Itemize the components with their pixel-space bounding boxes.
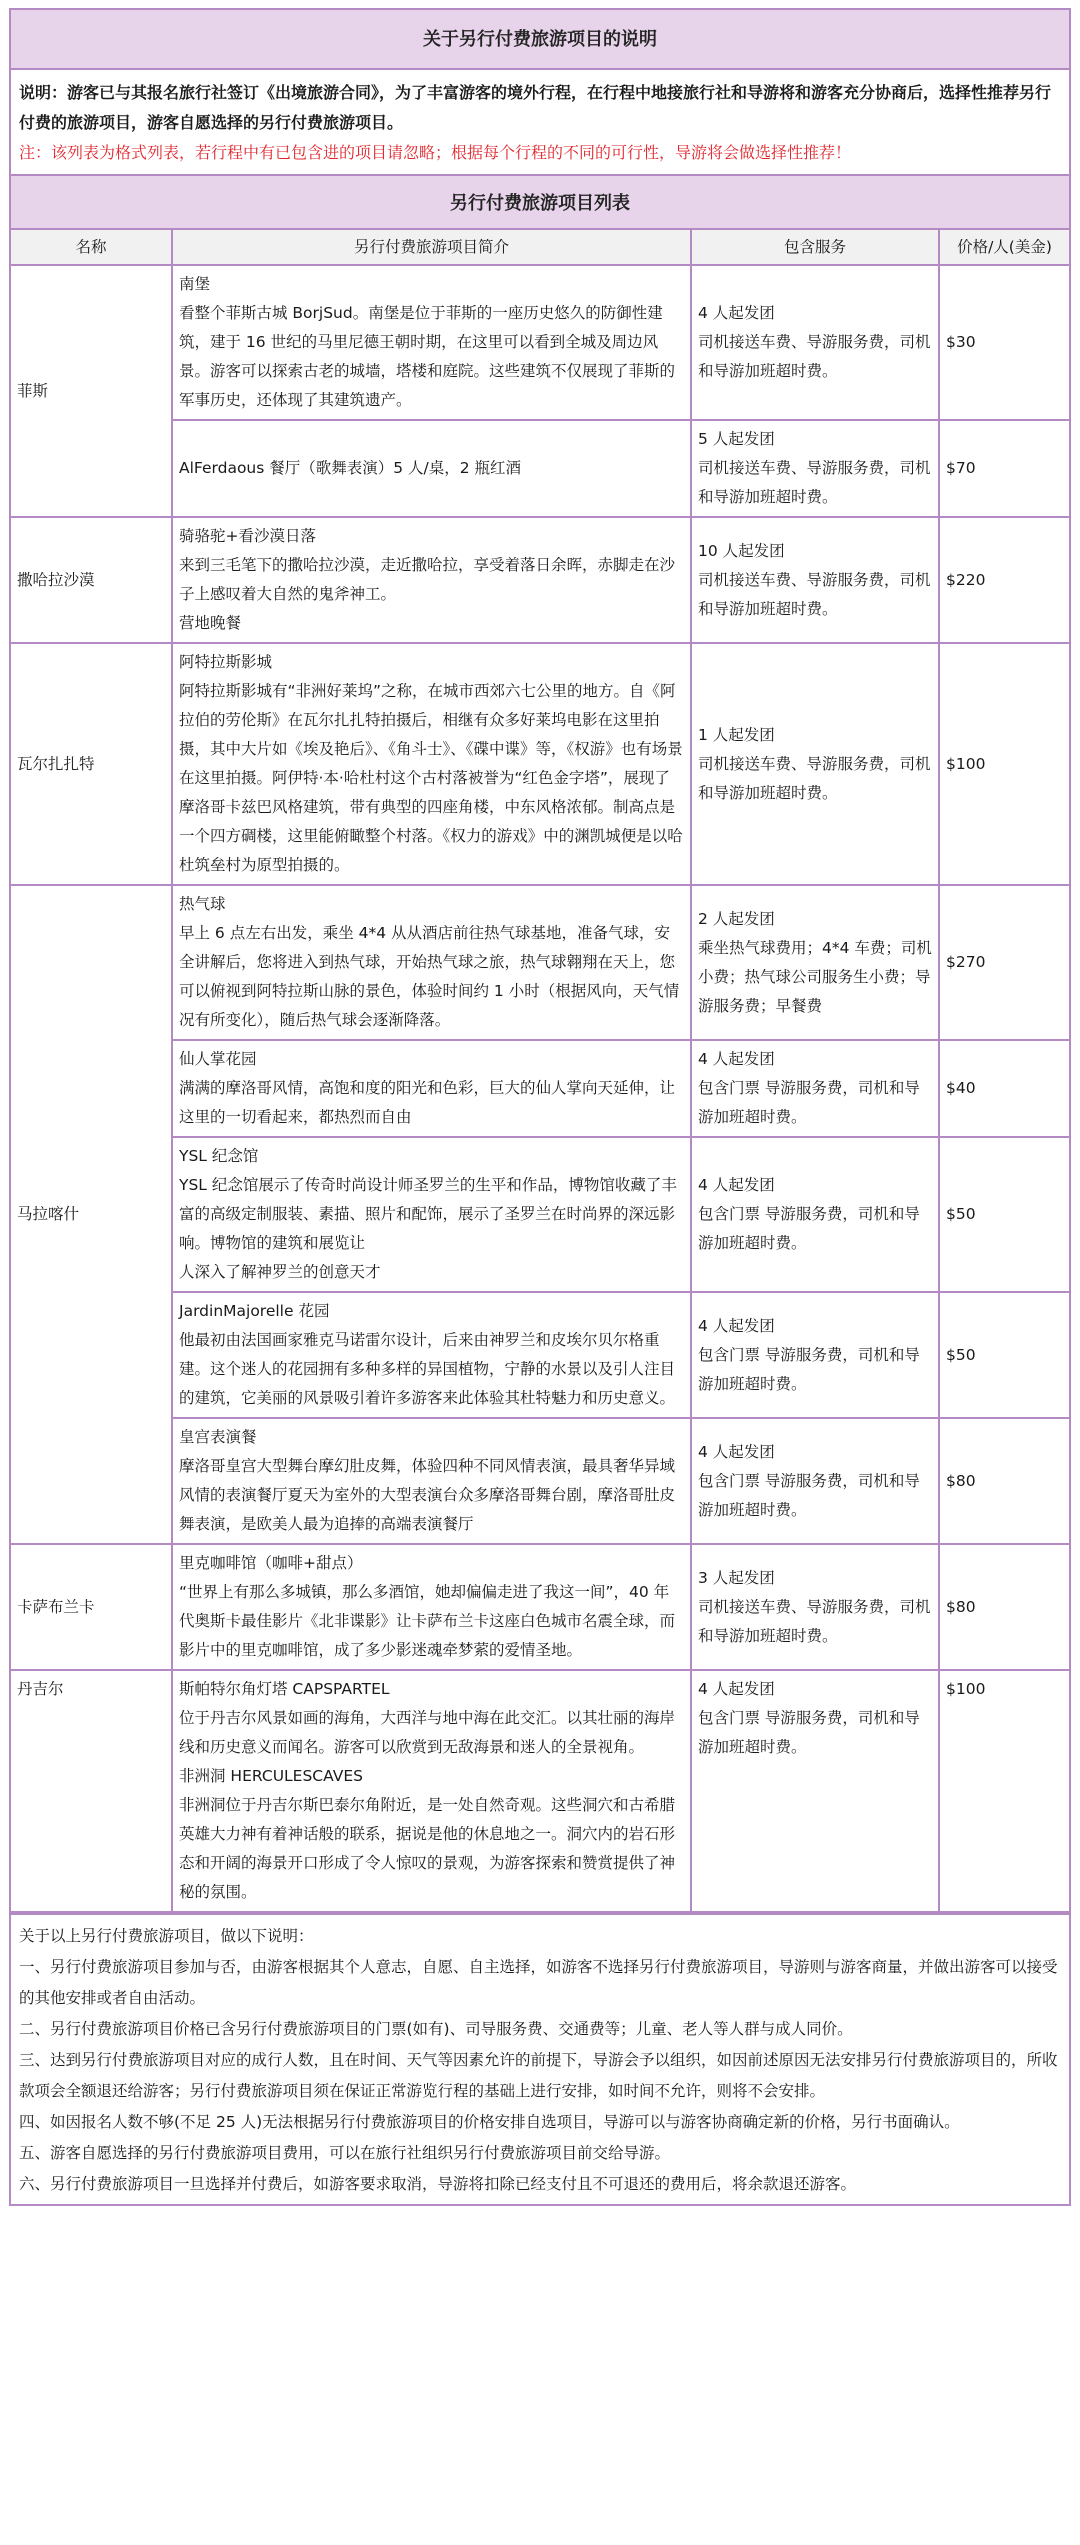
destination-name: 菲斯 (11, 265, 172, 517)
service-min-group: 10 人起发团 (698, 541, 785, 560)
project-description: 早上 6 点左右出发，乘坐 4*4 从从酒店前往热气球基地，准备气球，安全讲解后，您将进入到热气球，开始热气球之旅，热气球翱翔在天上，您可以俯视到阿特拉斯山脉的景色，体验时间约 1 小时（根据风向，天气情况有所变化），随后热气球会逐渐降落。 (179, 924, 680, 1029)
project-description: “世界上有那么多城镇，那么多酒馆，她却偏偏走进了我这一间”，40 年代奥斯卡最佳影片《北非谍影》让卡萨布兰卡这座白色城市名震全球，而影片中的里克咖啡馆，成了多少影迷魂牵梦萦的爱情圣地。 (179, 1583, 676, 1659)
price-cell: $40 (939, 1040, 1069, 1137)
list-title: 另行付费旅游项目列表 (11, 174, 1069, 230)
project-intro (172, 885, 691, 1040)
destination-name: 丹吉尔 (11, 1670, 172, 1912)
table-row (11, 1670, 1069, 1912)
project-intro (172, 265, 691, 420)
project-title: 骑骆驼+看沙漠日落 (179, 527, 316, 545)
project-title: 南堡 (179, 275, 211, 293)
notes-heading: 关于以上另行付费旅游项目，做以下说明： (19, 1927, 314, 1945)
project-intro (172, 420, 691, 517)
table-row (11, 643, 1069, 885)
intro-section (11, 70, 1069, 174)
intro-description: 说明：游客已与其报名旅行社签订《出境旅游合同》，为了丰富游客的境外行程，在行程中地接旅行社和导游将和游客充分协商后，选择性推荐另行付费的旅游项目，游客自愿选择的另行付费旅游项目。 (19, 83, 1052, 132)
project-description: 阿特拉斯影城有“非洲好莱坞”之称，在城市西郊六七公里的地方。自《阿拉伯的劳伦斯》在瓦尔扎扎特拍摄后，相继有众多好莱坞电影在这里拍摄，其中大片如《埃及艳后》、《角斗士》、《碟中谍》等，《权游》也有场景在这里拍摄。阿伊特·本·哈杜村这个古村落被誉为“红色金字塔”，展现了摩洛哥卡兹巴风格建筑，带有典型的四座角楼，中东风格浓郁。制高点是一个四方碉楼，这里能俯瞰整个村落。《权力的游戏》中的渊凯城便是以哈杜筑垒村为原型拍摄的。 (179, 682, 683, 874)
service-details: 包含门票 导游服务费，司机和导游加班超时费。 (698, 1471, 920, 1519)
service-cell (691, 517, 939, 643)
price-cell: $50 (939, 1137, 1069, 1292)
service-details: 包含门票 导游服务费，司机和导游加班超时费。 (698, 1345, 920, 1393)
column-header-intro: 另行付费旅游项目简介 (172, 230, 691, 265)
price-cell: $50 (939, 1292, 1069, 1418)
service-min-group: 2 人起发团 (698, 909, 775, 928)
service-min-group: 4 人起发团 (698, 1680, 775, 1698)
project-title: 阿特拉斯影城 (179, 653, 273, 671)
price-cell: $100 (939, 1670, 1069, 1912)
service-details: 乘坐热气球费用；4*4 车费；司机小费；热气球公司服务生小费；导游服务费；早餐费 (698, 938, 932, 1015)
service-details: 包含门票 导游服务费，司机和导游加班超时费。 (698, 1709, 920, 1756)
project-intro (172, 643, 691, 885)
project-extra: 营地晚餐 (179, 614, 242, 632)
page-title: 关于另行付费旅游项目的说明 (11, 10, 1069, 70)
service-details: 包含门票 导游服务费，司机和导游加班超时费。 (698, 1205, 920, 1252)
service-details: 司机接送车费、导游服务费，司机和导游加班超时费。 (698, 459, 931, 506)
service-min-group: 4 人起发团 (698, 1442, 775, 1461)
price-cell: $70 (939, 420, 1069, 517)
projects-table (11, 230, 1069, 1913)
document-sheet (9, 8, 1071, 2206)
service-details: 司机接送车费、导游服务费，司机和导游加班超时费。 (698, 333, 931, 380)
service-cell (691, 265, 939, 420)
project-title: 里克咖啡馆（咖啡+甜点） (179, 1554, 363, 1572)
price-cell: $30 (939, 265, 1069, 420)
table-row (11, 517, 1069, 643)
price-cell: $100 (939, 643, 1069, 885)
service-cell (691, 885, 939, 1040)
project-intro (172, 1670, 691, 1912)
project-title: YSL 纪念馆 (179, 1147, 259, 1165)
table-row (11, 885, 1069, 1040)
service-details: 司机接送车费、导游服务费，司机和导游加班超时费。 (698, 570, 931, 618)
service-min-group: 4 人起发团 (698, 1050, 775, 1068)
service-cell (691, 1670, 939, 1912)
destination-name: 卡萨布兰卡 (11, 1544, 172, 1670)
project-extra: 人深入了解神罗兰的创意天才 (179, 1263, 381, 1281)
service-min-group: 4 人起发团 (698, 304, 775, 322)
service-cell (691, 643, 939, 885)
project-description: 来到三毛笔下的撒哈拉沙漠，走近撒哈拉，享受着落日余晖，赤脚走在沙子上感叹着大自然的鬼斧神工。 (179, 556, 676, 603)
service-cell (691, 1418, 939, 1544)
service-cell (691, 1292, 939, 1418)
note-item: 五、游客自愿选择的另行付费旅游项目费用，可以在旅行社组织另行付费旅游项目前交给导游。 (19, 2144, 671, 2162)
destination-name: 撒哈拉沙漠 (11, 517, 172, 643)
service-min-group: 5 人起发团 (698, 430, 775, 448)
project-title: 斯帕特尔角灯塔 CAPSPARTEL (179, 1680, 390, 1698)
project-description: 位于丹吉尔风景如画的海角，大西洋与地中海在此交汇。以其壮丽的海岸线和历史意义而闻名。游客可以欣赏到无敌海景和迷人的全景视角。 (179, 1709, 676, 1756)
service-min-group: 3 人起发团 (698, 1568, 775, 1587)
project-description: AlFerdaous 餐厅（歌舞表演）5 人/桌，2 瓶红酒 (179, 459, 522, 477)
service-details: 包含门票 导游服务费，司机和导游加班超时费。 (698, 1079, 920, 1126)
project-description-secondary: 非洲洞位于丹吉尔斯巴泰尔角附近，是一处自然奇观。这些洞穴和古希腊英雄大力神有着神话般的联系，据说是他的休息地之一。洞穴内的岩石形态和开阔的海景开口形成了令人惊叹的景观，为游客探索和赞赏提供了神秘的氛围。 (179, 1796, 676, 1901)
intro-note: 注：该列表为格式列表，若行程中有已包含进的项目请忽略；根据每个行程的不同的可行性，导游将会做选择性推荐！ (19, 143, 852, 162)
project-description: 他最初由法国画家雅克马诺雷尔设计，后来由神罗兰和皮埃尔贝尔格重建。这个迷人的花园拥有多种多样的异国植物，宁静的水景以及引人注目的建筑，它美丽的风景吸引着许多游客来此体验其杜特魅力和历史意义。 (179, 1331, 676, 1407)
project-title: 仙人掌花园 (179, 1050, 257, 1068)
column-header-service: 包含服务 (691, 230, 939, 265)
project-intro (172, 1040, 691, 1137)
service-min-group: 1 人起发团 (698, 725, 775, 744)
service-cell (691, 420, 939, 517)
price-cell: $80 (939, 1544, 1069, 1670)
service-cell (691, 1137, 939, 1292)
project-intro (172, 1544, 691, 1670)
project-title-secondary: 非洲洞 HERCULESCAVES (179, 1767, 363, 1785)
note-item: 六、另行付费旅游项目一旦选择并付费后，如游客要求取消，导游将扣除已经支付且不可退还的费用后，将余款退还游客。 (19, 2175, 857, 2193)
destination-name: 瓦尔扎扎特 (11, 643, 172, 885)
note-item: 三、达到另行付费旅游项目对应的成行人数，且在时间、天气等因素允许的前提下，导游会予以组织，如因前述原因无法安排另行付费旅游项目的，所收款项会全额退还给游客；另行付费旅游项目须在保证正常游览行程的基础上进行安排，如时间不允许，则将不会安排。 (19, 2051, 1058, 2100)
service-min-group: 4 人起发团 (698, 1316, 775, 1335)
project-description: YSL 纪念馆展示了传奇时尚设计师圣罗兰的生平和作品，博物馆收藏了丰富的高级定制服装、素描、照片和配饰，展示了圣罗兰在时尚界的深远影响。博物馆的建筑和展览让 (179, 1176, 677, 1252)
table-row (11, 1544, 1069, 1670)
note-item: 二、另行付费旅游项目价格已含另行付费旅游项目的门票(如有)、司导服务费、交通费等；儿童、老人等人群与成人同价。 (19, 2020, 853, 2038)
column-header-price: 价格/人(美金) (939, 230, 1069, 265)
table-header-row (11, 230, 1069, 265)
project-title: 热气球 (179, 895, 226, 913)
project-title: 皇宫表演餐 (179, 1428, 257, 1446)
project-intro (172, 1292, 691, 1418)
service-details: 司机接送车费、导游服务费，司机和导游加班超时费。 (698, 1597, 931, 1645)
table-row (11, 265, 1069, 420)
destination-name: 马拉喀什 (11, 885, 172, 1544)
project-intro (172, 1418, 691, 1544)
project-description: 满满的摩洛哥风情，高饱和度的阳光和色彩，巨大的仙人掌向天延伸，让这里的一切看起来，都热烈而自由 (179, 1079, 676, 1126)
service-cell (691, 1544, 939, 1670)
project-description: 看整个菲斯古城 BorjSud。南堡是位于菲斯的一座历史悠久的防御性建筑，建于 16 世纪的马里尼德王朝时期，在这里可以看到全城及周边风景。游客可以探索古老的城墙，塔楼和庭院。这些建筑不仅展现了菲斯的军事历史，还体现了其建筑遗产。 (179, 304, 676, 409)
price-cell: $220 (939, 517, 1069, 643)
column-header-name: 名称 (11, 230, 172, 265)
price-cell: $80 (939, 1418, 1069, 1544)
service-details: 司机接送车费、导游服务费，司机和导游加班超时费。 (698, 754, 931, 802)
service-cell (691, 1040, 939, 1137)
project-intro (172, 1137, 691, 1292)
project-description: 摩洛哥皇宫大型舞台摩幻肚皮舞，体验四种不同风情表演，最具奢华异域风情的表演餐厅夏天为室外的大型表演台众多摩洛哥舞台剧，摩洛哥肚皮舞表演，是欧美人最为追捧的高端表演餐厅 (179, 1457, 676, 1533)
service-min-group: 4 人起发团 (698, 1176, 775, 1194)
note-item: 四、如因报名人数不够(不足 25 人)无法根据另行付费旅游项目的价格安排自选项目，导游可以与游客协商确定新的价格，另行书面确认。 (19, 2113, 960, 2131)
project-intro (172, 517, 691, 643)
note-item: 一、另行付费旅游项目参加与否，由游客根据其个人意志，自愿、自主选择，如游客不选择另行付费旅游项目，导游则与游客商量，并做出游客可以接受的其他安排或者自由活动。 (19, 1958, 1058, 2007)
project-title: JardinMajorelle 花园 (179, 1302, 330, 1320)
price-cell: $270 (939, 885, 1069, 1040)
notes-section (11, 1913, 1069, 2204)
